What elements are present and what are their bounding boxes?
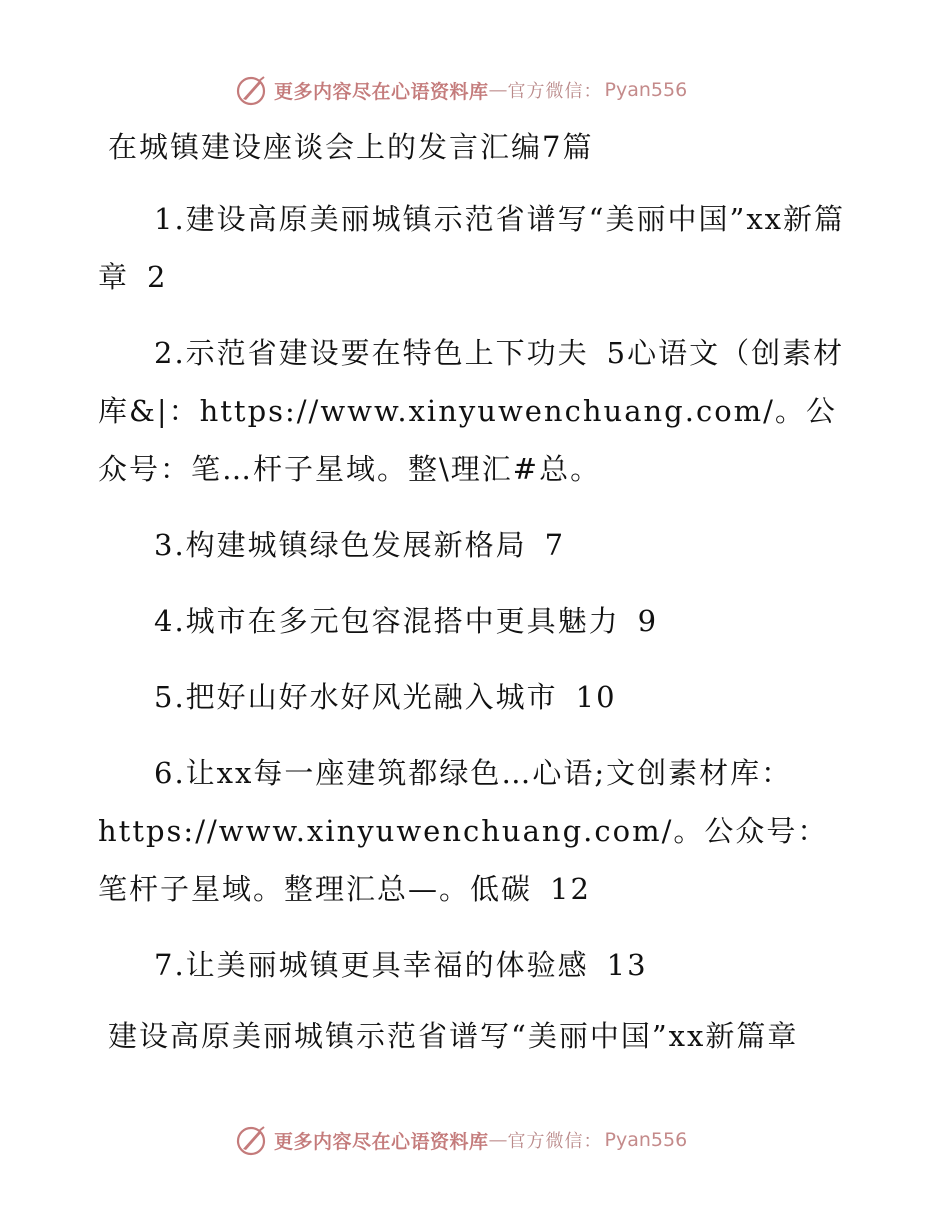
toc-item-page: 5心语文（创素材库&|：https://www.xinyuwenchuang.com/。公众号：笔…杆子星域。整\理汇#总。 [98,336,845,486]
toc-item-page: 10 [575,680,617,714]
toc-item [98,936,858,994]
toc-item [98,592,858,650]
document-body [98,122,858,1065]
toc-item-page: 2 [147,260,168,294]
toc-item-text: 6.让xx每一座建筑都绿色…心语;文创素材库：https://www.xinyuwenchuang.com/。公众号：笔杆子星域。整理汇总—。低碳 [98,756,829,906]
banner-separator: — [488,1129,508,1151]
document-title: 在城镇建设座谈会上的发言汇编7篇 [108,130,594,164]
toc-item [98,516,858,574]
toc-item-page: 12 [550,872,591,906]
toc-item-page: 9 [637,604,659,638]
banner-text: 更多内容尽在心语资料库 [274,80,489,103]
toc-item-text: 7.让美丽城镇更具幸福的体验感 [154,948,589,982]
banner-label: 官方微信： [507,81,603,102]
quill-logo-icon [234,73,268,107]
toc-item-page: 7 [544,528,566,562]
banner-label: 官方微信： [507,1131,603,1152]
toc-item-text: 3.构建城镇绿色发展新格局 [154,528,527,562]
toc-item [98,324,858,498]
toc-item-text: 1.建设高原美丽城镇示范省谱写“美丽中国”xx新篇章 [98,202,846,294]
toc-item-text: 2.示范省建设要在特色上下功夫 [154,336,589,370]
toc-item [98,744,858,918]
section-heading: 建设高原美丽城镇示范省谱写“美丽中国”xx新篇章 [108,1019,799,1053]
toc-item [98,190,858,306]
banner-text: 更多内容尽在心语资料库 [274,1130,489,1153]
quill-logo-icon [234,1123,268,1157]
header-banner [234,72,687,108]
toc-item-text: 5.把好山好水好风光融入城市 [154,680,558,714]
banner-wechat-id: Pyan556 [604,79,688,101]
footer-banner [234,1122,687,1158]
toc-item-page: 13 [606,948,648,982]
banner-separator: — [488,79,508,101]
toc-item [98,668,858,726]
table-of-contents [98,190,858,994]
toc-item-text: 4.城市在多元包容混搭中更具魅力 [154,604,620,638]
banner-wechat-id: Pyan556 [604,1129,688,1151]
